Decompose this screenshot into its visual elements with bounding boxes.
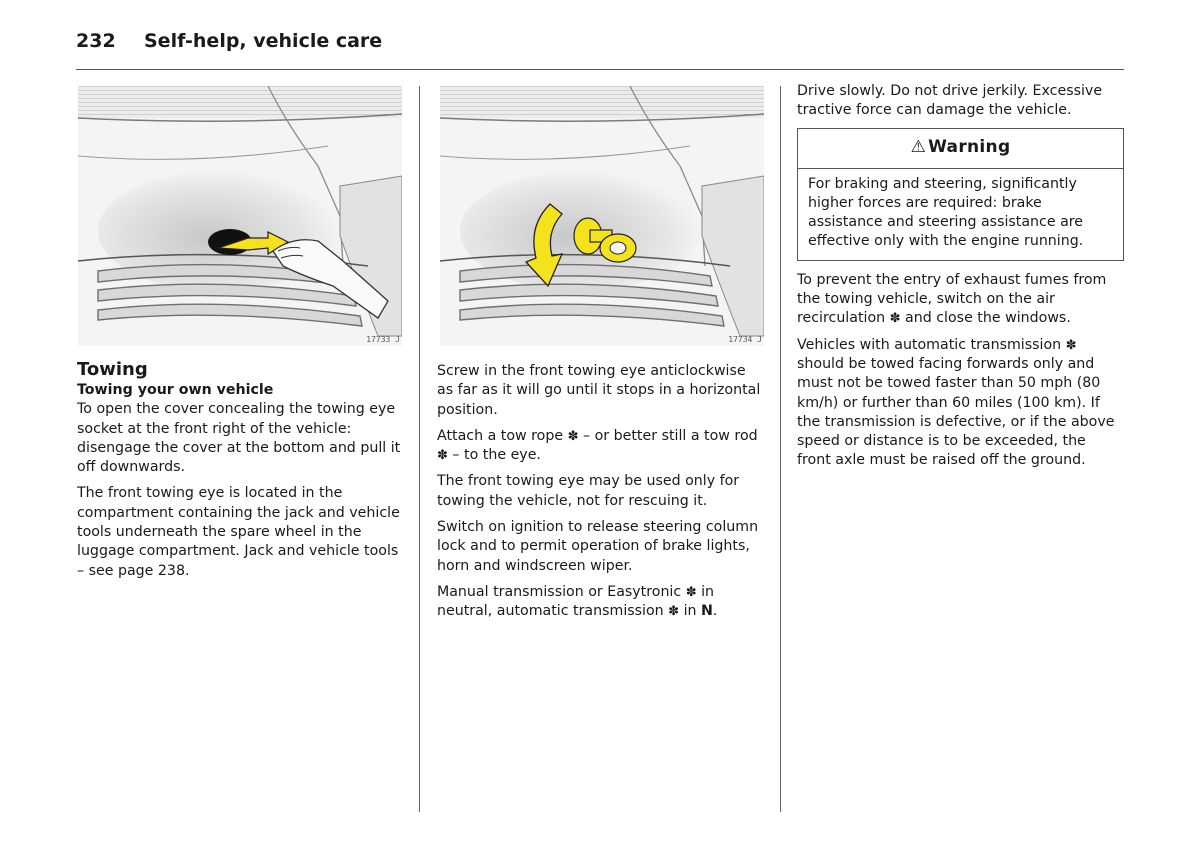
illustration-open-cover-drawing: [78, 86, 402, 346]
column-divider-2: [780, 86, 781, 812]
text-fragment: and close the windows.: [900, 310, 1071, 327]
text-fragment: – or better still a tow rod: [578, 427, 758, 444]
text-fragment: in: [679, 603, 702, 620]
figure-id-middle: 17734 J: [728, 335, 762, 344]
middle-column: [437, 362, 765, 629]
warning-box: [797, 128, 1124, 261]
paragraph-exhaust-fumes: [797, 271, 1124, 329]
column-divider-1: [419, 86, 420, 812]
paragraph-towing-eye-location: The front towing eye is located in the compartment containing the jack and vehicle tools underneath the spare wheel in the luggage compartment. Jack and vehicle tools – see page 238.: [77, 485, 400, 579]
text-fragment: Attach a tow rope: [437, 427, 568, 444]
warning-triangle-icon: ⚠: [910, 137, 927, 158]
paragraph-drive-slowly: Drive slowly. Do not drive jerkily. Excessive tractive force can damage the vehicle.: [797, 83, 1103, 119]
reference-icon: ✽: [567, 428, 579, 444]
text-fragment: .: [712, 603, 718, 620]
right-column: [797, 82, 1124, 478]
figure-id-left: 17733 J: [366, 335, 400, 344]
warning-header: [798, 129, 1123, 169]
page-number: 232: [76, 30, 116, 52]
page-header: [76, 30, 1124, 70]
paragraph-open-cover: To open the cover concealing the towing eye socket at the front right of the vehicle: disengage the cover at the bottom and pull it off downwards.: [77, 401, 401, 476]
reference-icon: ✽: [437, 448, 448, 464]
warning-text: For braking and steering, significantly higher forces are required: brake assistance and steering assistance are effective only with the engine running.: [808, 175, 1084, 250]
paragraph-automatic-transmission: [797, 336, 1124, 471]
text-fragment: should be towed facing forwards only and must not be towed faster than 50 mph (80 km/h) or further than 60 miles (100 km). If the transmission is defective, or if the above speed or distance is to be exceeded, the front axle must be raised off the ground.: [797, 355, 1115, 469]
heading-towing: Towing: [77, 359, 148, 380]
text-fragment: in neutral, automatic transmission: [437, 583, 715, 620]
text-fragment: Manual transmission or Easytronic: [437, 583, 686, 600]
illustration-open-cover: [78, 86, 402, 346]
warning-title: Warning: [928, 137, 1011, 158]
reference-icon: ✽: [685, 584, 697, 600]
text-fragment: – to the eye.: [447, 447, 541, 464]
paragraph-attach-rope: [437, 427, 765, 466]
paragraph-towing-only: The front towing eye may be used only for towing the vehicle, not for rescuing it.: [437, 473, 740, 509]
gear-position-n: N: [701, 603, 713, 620]
paragraph-ignition: Switch on ignition to release steering column lock and to permit operation of brake lights, horn and windscreen wiper.: [437, 519, 759, 574]
subheading-towing-own-vehicle: Towing your own vehicle: [77, 382, 274, 399]
text-fragment: Vehicles with automatic transmission: [797, 336, 1066, 353]
illustration-screw-towing-eye-drawing: [440, 86, 764, 346]
text-fragment: To prevent the entry of exhaust fumes from the towing vehicle, switch on the air recirculation: [797, 271, 1107, 327]
section-title: Self-help, vehicle care: [144, 30, 383, 52]
reference-icon: ✽: [1065, 337, 1077, 353]
left-column: [77, 360, 405, 588]
reference-icon: ✽: [889, 311, 901, 327]
illustration-screw-towing-eye: [440, 86, 764, 346]
paragraph-screw-in: Screw in the front towing eye anticlockwise as far as it will go until it stops in a horizontal position.: [437, 363, 761, 418]
paragraph-transmission-neutral: [437, 583, 765, 622]
reference-icon: ✽: [668, 604, 680, 620]
